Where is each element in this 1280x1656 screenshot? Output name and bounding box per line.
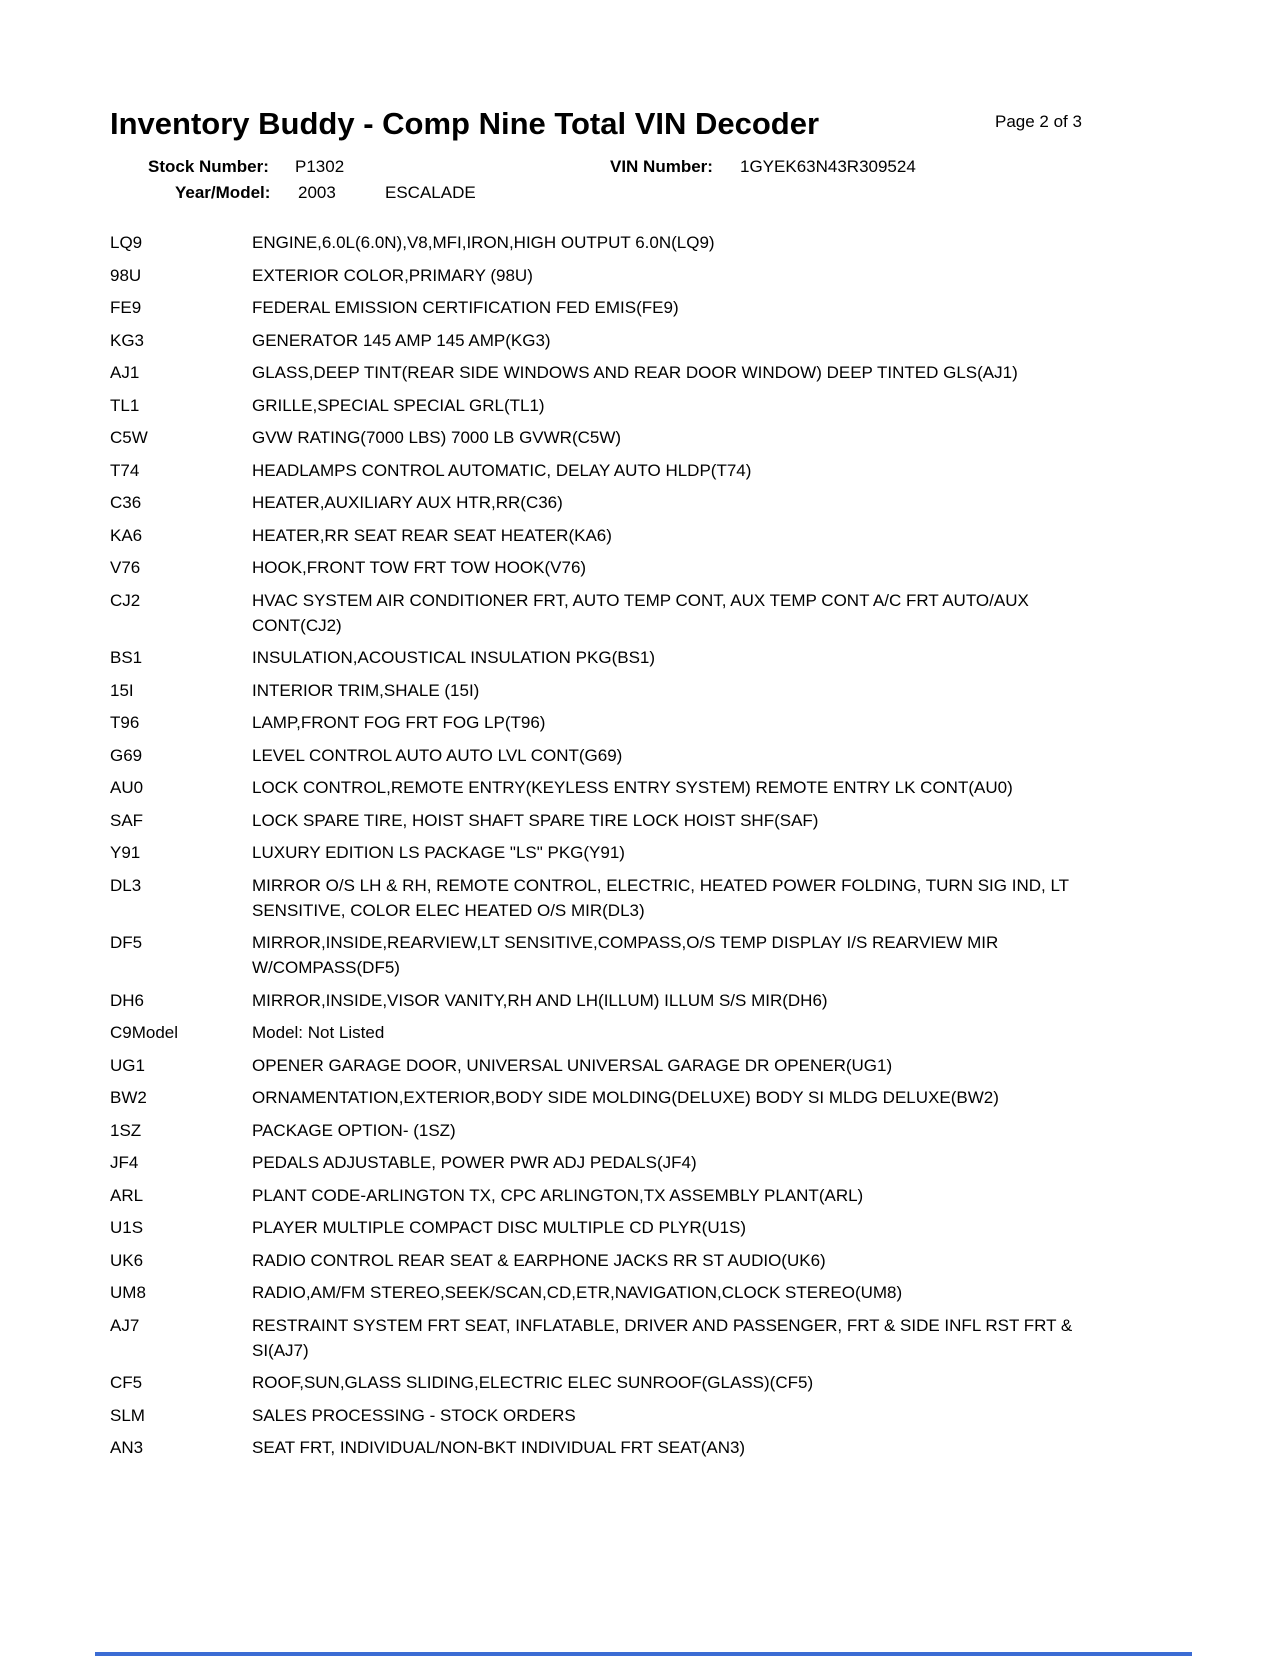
- option-description: ROOF,SUN,GLASS SLIDING,ELECTRIC ELEC SUNROOF(GLASS)(CF5): [252, 1373, 814, 1392]
- option-code: T74: [110, 460, 140, 480]
- option-row: [110, 988, 1110, 1013]
- option-row: [110, 328, 1110, 353]
- option-row: [110, 710, 1110, 735]
- option-description: RADIO,AM/FM STEREO,SEEK/SCAN,CD,ETR,NAVIGATION,CLOCK STEREO(UM8): [252, 1283, 903, 1302]
- options-list: [110, 230, 1110, 1468]
- option-code: CF5: [110, 1373, 143, 1392]
- option-code: Y91: [110, 843, 141, 862]
- year-value: 2003: [298, 183, 336, 202]
- option-row: [110, 1280, 1110, 1305]
- option-description: GENERATOR 145 AMP 145 AMP(KG3): [252, 330, 551, 350]
- option-description: INTERIOR TRIM,SHALE (15I): [252, 680, 480, 700]
- option-row: [110, 1020, 1110, 1045]
- option-description: HOOK,FRONT TOW FRT TOW HOOK(V76): [252, 558, 587, 577]
- option-code: FE9: [110, 298, 142, 317]
- option-description: LAMP,FRONT FOG FRT FOG LP(T96): [252, 713, 546, 732]
- option-row: [110, 1215, 1110, 1240]
- page-number: Page 2 of 3: [995, 112, 1082, 131]
- option-code: C5W: [110, 428, 148, 447]
- option-row: [110, 678, 1110, 703]
- option-row: [110, 775, 1110, 800]
- option-row: [110, 1053, 1110, 1078]
- option-row: [110, 263, 1110, 288]
- option-row: [110, 1313, 1110, 1363]
- option-description: ORNAMENTATION,EXTERIOR,BODY SIDE MOLDING(DELUXE) BODY SI MLDG DELUXE(BW2): [252, 1088, 999, 1107]
- option-code: AU0: [110, 778, 144, 797]
- option-code: G69: [110, 745, 143, 765]
- footer-divider: [95, 1652, 1192, 1656]
- option-description: SEAT FRT, INDIVIDUAL/NON-BKT INDIVIDUAL FRT SEAT(AN3): [252, 1438, 746, 1457]
- option-code: SAF: [110, 810, 144, 830]
- option-code: BW2: [110, 1088, 147, 1107]
- stock-number-label: Stock Number:: [148, 157, 269, 176]
- option-description: Model: Not Listed: [252, 1023, 385, 1042]
- option-description: LUXURY EDITION LS PACKAGE "LS" PKG(Y91): [252, 843, 625, 862]
- option-code: KG3: [110, 330, 145, 350]
- option-description: OPENER GARAGE DOOR, UNIVERSAL UNIVERSAL GARAGE DR OPENER(UG1): [252, 1055, 893, 1075]
- option-description: RESTRAINT SYSTEM FRT SEAT, INFLATABLE, DRIVER AND PASSENGER, FRT & SIDE INFL RST FRT & SI(AJ7): [252, 1315, 1073, 1360]
- option-description: FEDERAL EMISSION CERTIFICATION FED EMIS(FE9): [252, 298, 679, 317]
- option-code: UG1: [110, 1055, 145, 1075]
- option-row: [110, 588, 1110, 638]
- option-code: BS1: [110, 648, 143, 667]
- option-row: [110, 1248, 1110, 1273]
- option-code: JF4: [110, 1153, 139, 1172]
- option-row: [110, 1183, 1110, 1208]
- option-code: T96: [110, 713, 140, 732]
- option-code: DF5: [110, 933, 143, 952]
- option-description: GRILLE,SPECIAL SPECIAL GRL(TL1): [252, 395, 545, 415]
- option-code: 98U: [110, 265, 142, 285]
- option-row: [110, 360, 1110, 385]
- option-description: MIRROR O/S LH & RH, REMOTE CONTROL, ELECTRIC, HEATED POWER FOLDING, TURN SIG IND, LT SENSITIVE, COLOR ELEC HEATED O/S MIR(DL3): [252, 875, 1069, 920]
- option-row: [110, 1085, 1110, 1110]
- option-code: U1S: [110, 1218, 144, 1237]
- option-code: AN3: [110, 1438, 144, 1457]
- vin-number-value: 1GYEK63N43R309524: [740, 157, 916, 176]
- option-description: HEATER,AUXILIARY AUX HTR,RR(C36): [252, 493, 563, 512]
- option-row: [110, 425, 1110, 450]
- option-code: V76: [110, 558, 141, 577]
- option-code: UK6: [110, 1250, 144, 1270]
- page-title: Inventory Buddy - Comp Nine Total VIN Decoder: [110, 106, 820, 141]
- option-description: LOCK CONTROL,REMOTE ENTRY(KEYLESS ENTRY SYSTEM) REMOTE ENTRY LK CONT(AU0): [252, 778, 1013, 797]
- option-code: KA6: [110, 525, 143, 545]
- option-row: [110, 930, 1110, 980]
- option-row: [110, 873, 1110, 923]
- option-row: [110, 230, 1110, 255]
- option-code: AJ7: [110, 1315, 140, 1335]
- option-description: MIRROR,INSIDE,VISOR VANITY,RH AND LH(ILLUM) ILLUM S/S MIR(DH6): [252, 990, 828, 1010]
- option-row: [110, 1118, 1110, 1143]
- option-description: HVAC SYSTEM AIR CONDITIONER FRT, AUTO TEMP CONT, AUX TEMP CONT A/C FRT AUTO/AUX CONT(CJ2): [252, 590, 1029, 635]
- option-code: CJ2: [110, 590, 141, 610]
- option-row: [110, 1435, 1110, 1460]
- option-description: HEADLAMPS CONTROL AUTOMATIC, DELAY AUTO HLDP(T74): [252, 460, 752, 480]
- option-code: DL3: [110, 875, 142, 895]
- option-description: PACKAGE OPTION- (1SZ): [252, 1120, 456, 1140]
- option-description: ENGINE,6.0L(6.0N),V8,MFI,IRON,HIGH OUTPUT 6.0N(LQ9): [252, 233, 715, 252]
- option-row: [110, 393, 1110, 418]
- option-code: SLM: [110, 1405, 145, 1425]
- option-code: TL1: [110, 395, 140, 415]
- option-code: LQ9: [110, 233, 143, 252]
- model-value: ESCALADE: [385, 183, 476, 202]
- option-code: C9Model: [110, 1023, 179, 1042]
- option-description: INSULATION,ACOUSTICAL INSULATION PKG(BS1): [252, 648, 656, 667]
- option-code: AJ1: [110, 363, 140, 382]
- option-description: GLASS,DEEP TINT(REAR SIDE WINDOWS AND REAR DOOR WINDOW) DEEP TINTED GLS(AJ1): [252, 363, 1018, 382]
- option-description: LEVEL CONTROL AUTO AUTO LVL CONT(G69): [252, 745, 623, 765]
- option-description: LOCK SPARE TIRE, HOIST SHAFT SPARE TIRE LOCK HOIST SHF(SAF): [252, 810, 819, 830]
- option-description: PLANT CODE-ARLINGTON TX, CPC ARLINGTON,TX ASSEMBLY PLANT(ARL): [252, 1185, 864, 1205]
- option-row: [110, 1370, 1110, 1395]
- option-row: [110, 295, 1110, 320]
- option-row: [110, 1403, 1110, 1428]
- option-code: DH6: [110, 990, 145, 1010]
- option-row: [110, 490, 1110, 515]
- option-row: [110, 1150, 1110, 1175]
- option-row: [110, 808, 1110, 833]
- option-description: EXTERIOR COLOR,PRIMARY (98U): [252, 265, 533, 285]
- vin-number-label: VIN Number:: [610, 157, 713, 176]
- option-description: RADIO CONTROL REAR SEAT & EARPHONE JACKS RR ST AUDIO(UK6): [252, 1250, 826, 1270]
- stock-number-value: P1302: [295, 157, 345, 176]
- option-code: 1SZ: [110, 1120, 142, 1140]
- option-description: HEATER,RR SEAT REAR SEAT HEATER(KA6): [252, 525, 612, 545]
- option-row: [110, 645, 1110, 670]
- option-code: 15I: [110, 680, 134, 700]
- option-row: [110, 555, 1110, 580]
- option-description: PEDALS ADJUSTABLE, POWER PWR ADJ PEDALS(JF4): [252, 1153, 697, 1172]
- option-row: [110, 458, 1110, 483]
- option-row: [110, 840, 1110, 865]
- option-code: UM8: [110, 1283, 146, 1302]
- option-description: PLAYER MULTIPLE COMPACT DISC MULTIPLE CD PLYR(U1S): [252, 1218, 747, 1237]
- year-model-label: Year/Model:: [175, 183, 271, 202]
- option-code: C36: [110, 493, 142, 512]
- option-row: [110, 743, 1110, 768]
- option-code: ARL: [110, 1185, 144, 1205]
- option-description: MIRROR,INSIDE,REARVIEW,LT SENSITIVE,COMPASS,O/S TEMP DISPLAY I/S REARVIEW MIR W/COMPASS(DF5): [252, 933, 999, 977]
- option-description: GVW RATING(7000 LBS) 7000 LB GVWR(C5W): [252, 428, 622, 447]
- option-row: [110, 523, 1110, 548]
- option-description: SALES PROCESSING - STOCK ORDERS: [252, 1405, 576, 1425]
